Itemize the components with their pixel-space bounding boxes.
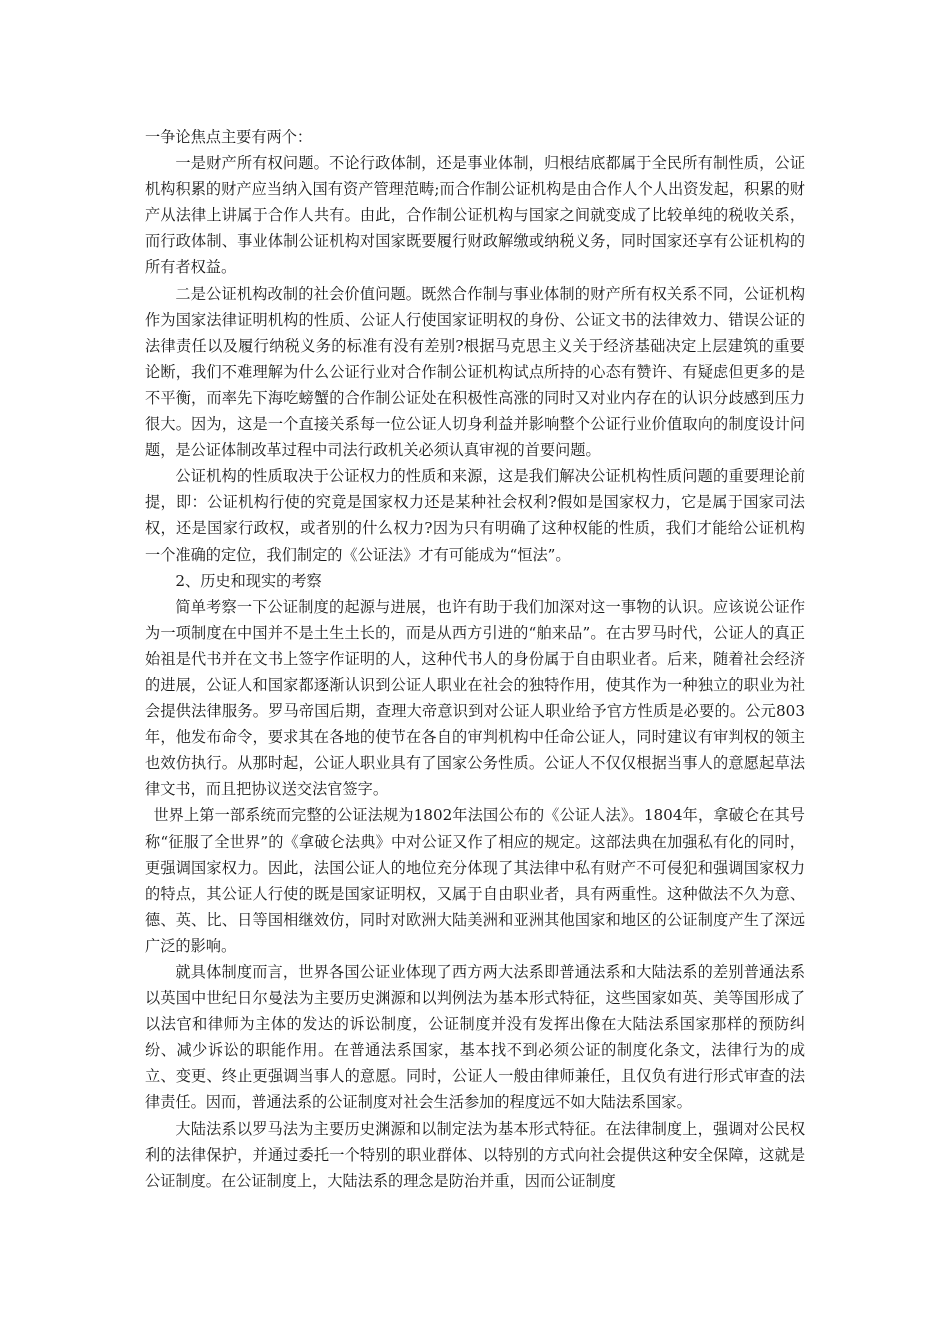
paragraph-intro: 一争论焦点主要有两个：: [145, 128, 313, 146]
paragraph-civil-law: 大陆法系以罗马法为主要历史渊源和以制定法为基本形式特征。在法律制度上，强调对公民权利的法律保护，并通过委托一个特别的职业群体、以特别的方式向社会提供这种安全保障，这就是公证制度。在公证制度上，大陆法系的理念是防治并重，因而公证制度: [145, 1119, 805, 1190]
section-heading-history: 2、历史和现实的考察: [175, 571, 322, 590]
paragraph-property-rights: 一是财产所有权问题。不论行政体制，还是事业体制，归根结底都属于全民所有制性质，公证机构积累的财产应当纳入国有资产管理范畴;而合作制公证机构是由合作人个人出资发起，积累的财产从法律上讲属于合作人共有。由此，合作制公证机构与国家之间就变成了比较单纯的税收关系，而行政体制、事业体制公证机构对国家既要履行财政解缴或纳税义务，同时国家还享有公证机构的所有者权益。: [145, 154, 805, 277]
paragraph-common-law: 就具体制度而言，世界各国公证业体现了西方两大法系即普通法系和大陆法系的差别普通法系以英国中世纪日尔曼法为主要历史渊源和以判例法为基本形式特征，这些国家如英、美等国形成了以法官和律师为主体的发达的诉讼制度，公证制度并没有发挥出像在大陆法系国家那样的预防纠纷、减少诉讼的职能作用。在普通法系国家，基本找不到必须公证的制度化条文，法律行为的成立、变更、终止更强调当事人的意愿。同时，公证人一般由律师兼任，且仅负有进行形式审查的法律责任。因而，普通法系的公证制度对社会生活参加的程度远不如大陆法系国家。: [145, 963, 805, 1112]
document-body: [145, 124, 805, 1194]
paragraph-social-value: 二是公证机构改制的社会价值问题。既然合作制与事业体制的财产所有权关系不同，公证机构作为国家法律证明机构的性质、公证人行使国家证明权的身份、公证文书的法律效力、错误公证的法律责任以及履行纳税义务的标准有没有差别?根据马克思主义关于经济基础决定上层建筑的重要论断，我们不难理解为什么公证行业对合作制公证机构试点所持的心态有赞许、有疑虑但更多的是不平衡，而率先下海吃螃蟹的合作制公证处在积极性高涨的同时又对业内存在的认识分歧感到压力很大。因为，这是一个直接关系每一位公证人切身利益并影响整个公证行业价值取向的制度设计问题，是公证体制改革过程中司法行政机关必须认真审视的首要问题。: [145, 284, 805, 460]
paragraph-notary-power: 公证机构的性质取决于公证权力的性质和来源，这是我们解决公证机构性质问题的重要理论前提，即：公证机构行使的究竟是国家权力还是某种社会权利?假如是国家权力，它是属于国家司法权，还是国家行政权，或者别的什么权力?因为只有明确了这种权能的性质，我们才能给公证机构一个准确的定位，我们制定的《公证法》才有可能成为“恒法”。: [145, 467, 805, 564]
paragraph-france: 世界上第一部系统而完整的公证法规为1802年法国公布的《公证人法》。1804年，拿破仑在其号称“征服了全世界”的《拿破仑法典》中对公证又作了相应的规定。这部法典在加强私有化的同时，更强调国家权力。因此，法国公证人的地位充分体现了其法律中私有财产不可侵犯和强调国家权力的特点，其公证人行使的既是国家证明权，又属于自由职业者，具有两重性。这种做法不久为意、德、英、比、日等国相继效仿，同时对欧洲大陆美洲和亚洲其他国家和地区的公证制度产生了深远广泛的影响。: [145, 806, 805, 955]
paragraph-origin: 简单考察一下公证制度的起源与进展，也许有助于我们加深对这一事物的认识。应该说公证作为一项制度在中国并不是土生土长的，而是从西方引进的“舶来品”。在古罗马时代，公证人的真正始祖是代书并在文书上签字作证明的人，这种代书人的身份属于自由职业者。后来，随着社会经济的进展，公证人和国家都逐渐认识到公证人职业在社会的独特作用，使其作为一种独立的职业为社会提供法律服务。罗马帝国后期，查理大帝意识到对公证人职业给予官方性质是必要的。公元803年，他发布命令，要求其在各地的使节在各自的审判机构中任命公证人，同时建议有审判权的领主也效仿执行。从那时起，公证人职业具有了国家公务性质。公证人不仅仅根据当事人的意愿起草法律文书，而且把协议送交法官签字。: [145, 597, 805, 799]
